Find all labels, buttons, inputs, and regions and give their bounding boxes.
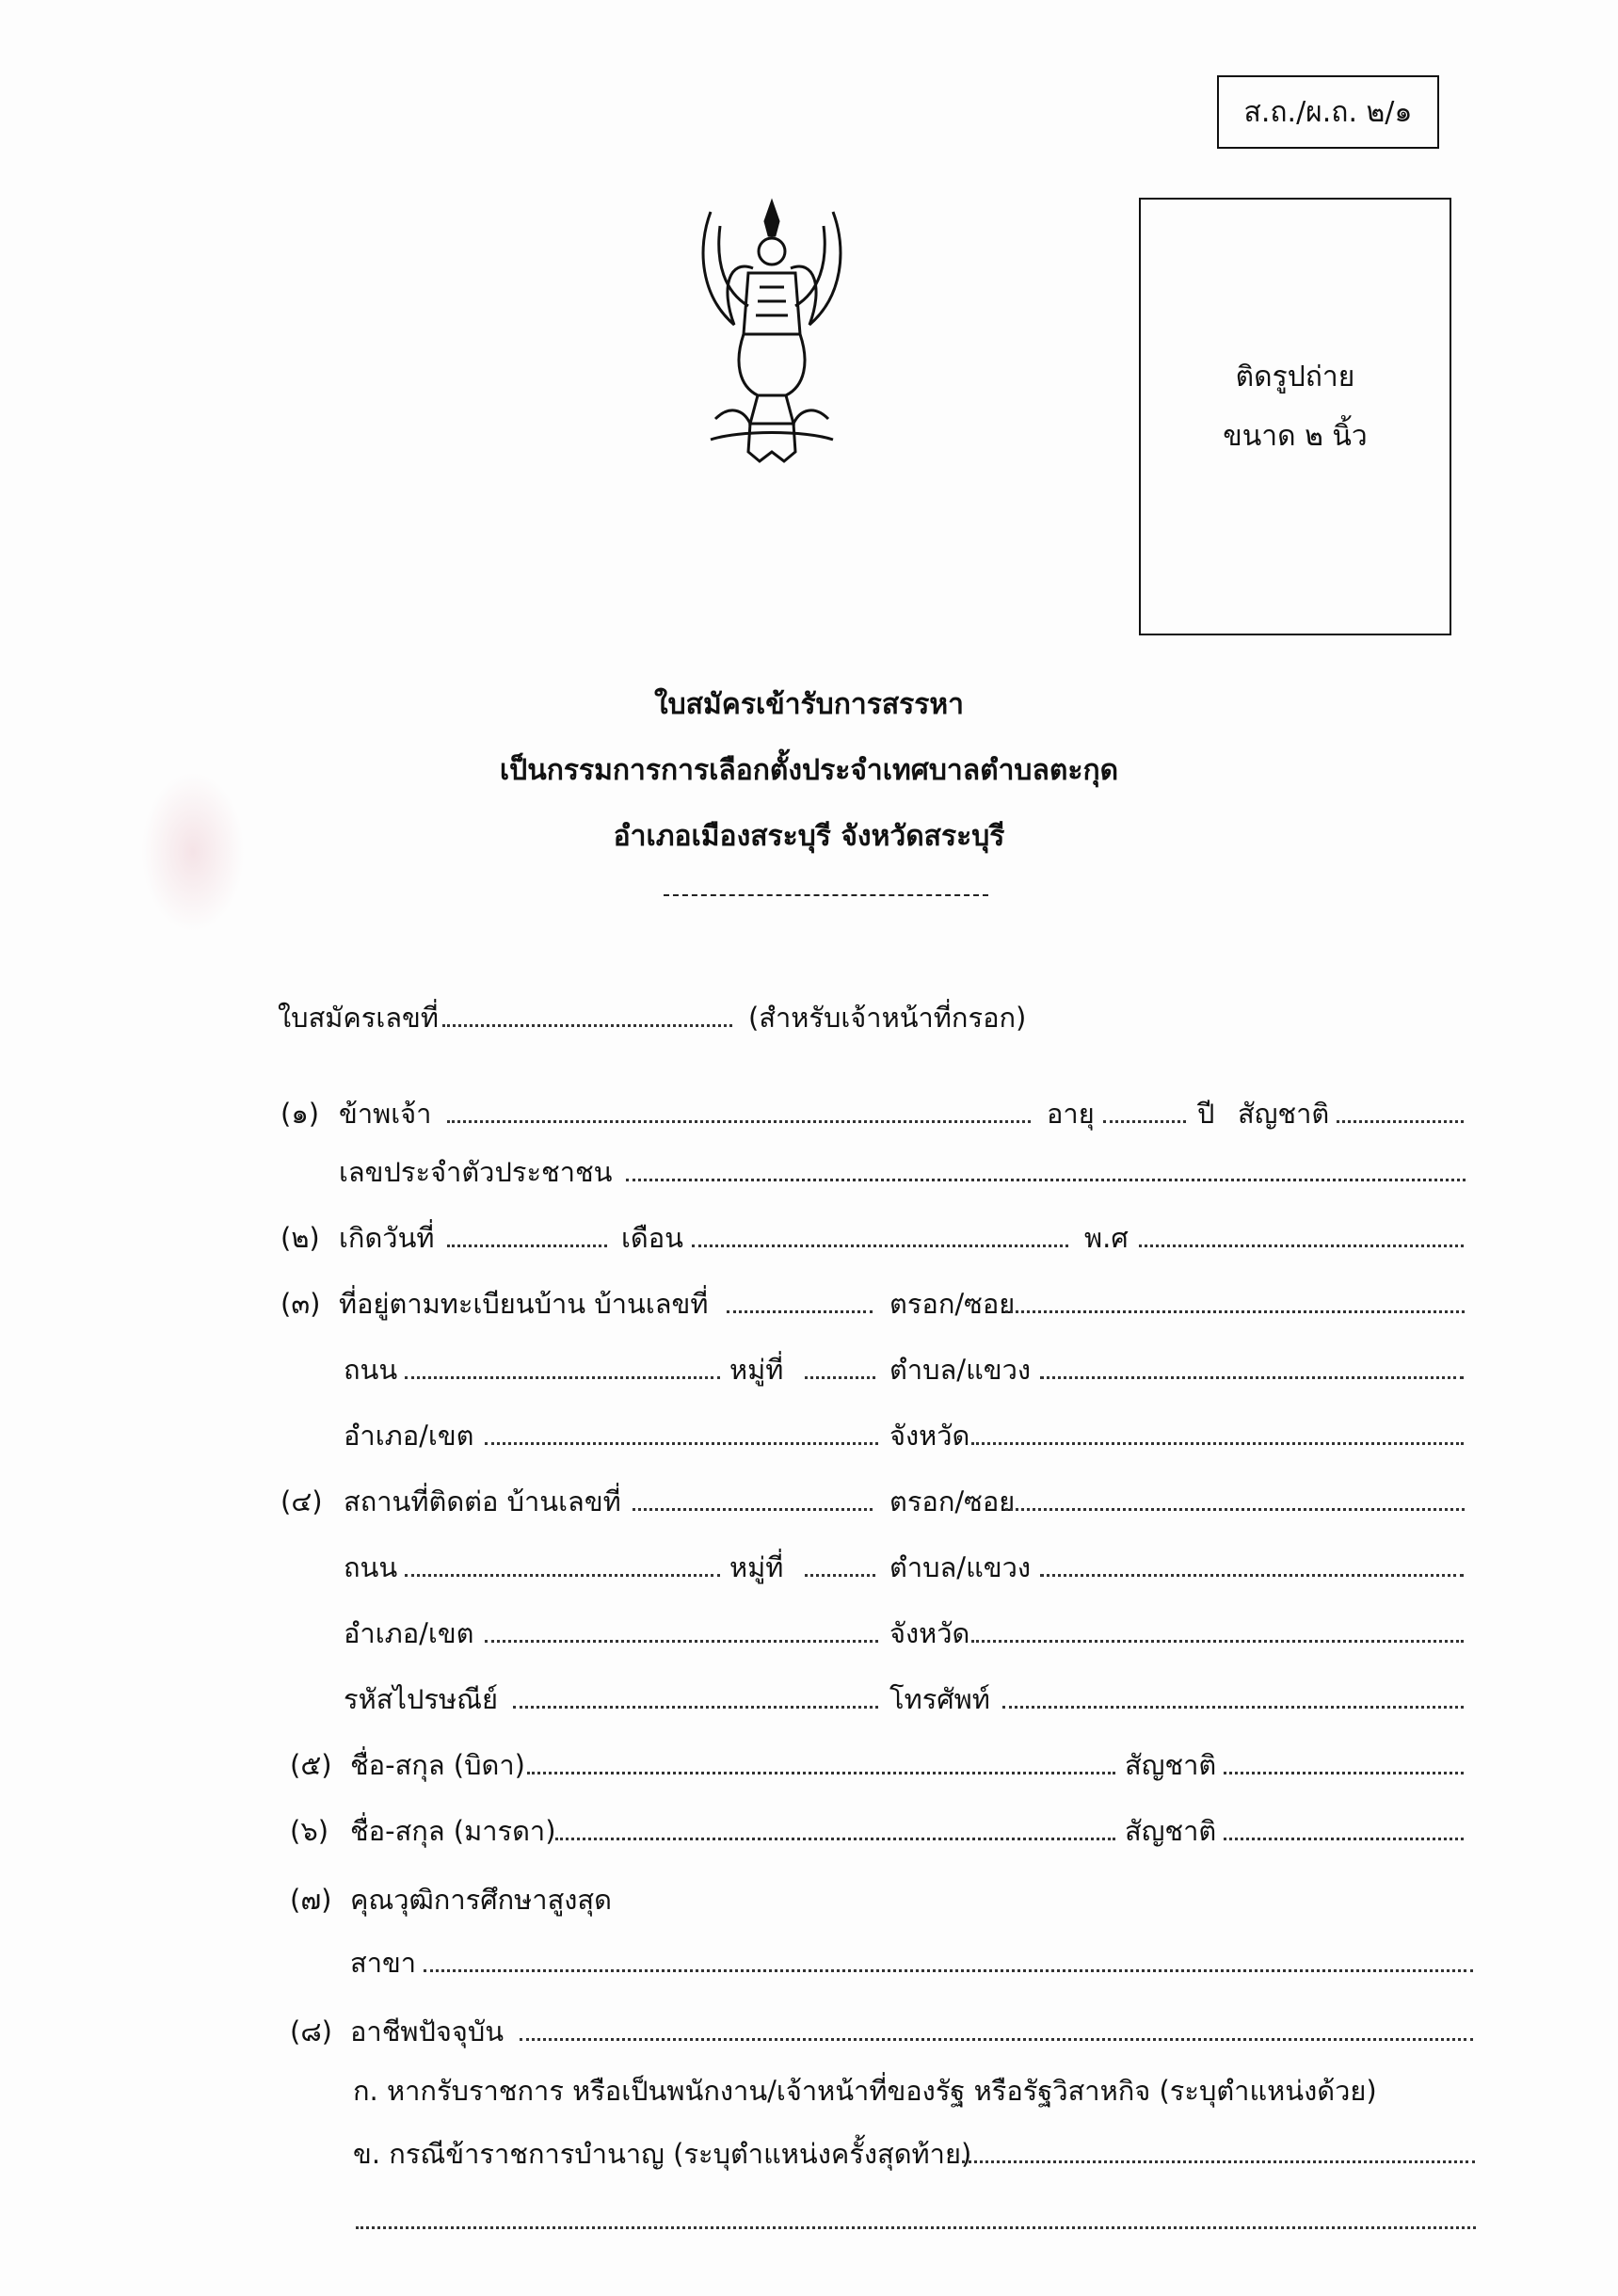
registered-moo-field[interactable] <box>805 1376 875 1379</box>
contact-moo-field[interactable] <box>805 1574 875 1577</box>
staff-only-note: (สำหรับเจ้าหน้าที่กรอก) <box>748 1002 1027 1034</box>
form-code-box <box>1217 75 1439 149</box>
item-number: (๖) <box>290 1815 329 1847</box>
year-label: ปี <box>1197 1098 1215 1130</box>
application-number-row <box>0 996 1618 1043</box>
alley-label: ตรอก/ซอย <box>889 1485 1016 1517</box>
major-row <box>0 1941 1618 1988</box>
birth-day-label: เกิดวันที่ <box>339 1222 435 1254</box>
item-1-row <box>0 1092 1618 1139</box>
occupation-b-field[interactable] <box>962 2160 1475 2163</box>
registered-house-no-field[interactable] <box>727 1310 873 1313</box>
district-label: อำเภอ/เขต <box>344 1617 474 1649</box>
garuda-emblem-icon <box>692 193 852 466</box>
mother-label: ชื่อ-สกุล (มารดา) <box>350 1815 556 1847</box>
id-card-field[interactable] <box>626 1179 1466 1181</box>
contact-road-field[interactable] <box>405 1574 720 1577</box>
item-6-row <box>0 1809 1618 1856</box>
occupation-b-label: ข. กรณีข้าราชการบำนาญ (ระบุตำแหน่งครั้งสุดท้าย) <box>353 2138 972 2170</box>
major-field[interactable] <box>424 1969 1473 1972</box>
registered-subdistrict-field[interactable] <box>1040 1376 1464 1379</box>
age-field[interactable] <box>1103 1120 1186 1123</box>
item-number: (๘) <box>290 2015 333 2047</box>
registered-alley-field[interactable] <box>1005 1310 1465 1313</box>
name-field[interactable] <box>447 1120 1031 1123</box>
province-label: จังหวัด <box>889 1420 970 1452</box>
photo-placeholder-box <box>1139 198 1451 635</box>
item-number: (๓) <box>280 1288 321 1320</box>
item-8-row <box>0 2010 1618 2057</box>
road-label: ถนน <box>344 1551 398 1583</box>
registered-address-label: ที่อยู่ตามทะเบียนบ้าน บ้านเลขที่ <box>339 1288 709 1320</box>
name-label: ข้าพเจ้า <box>339 1098 432 1130</box>
occupation-label: อาชีพปัจจุบัน <box>350 2015 505 2047</box>
postcode-field[interactable] <box>513 1706 878 1709</box>
birth-year-field[interactable] <box>1139 1244 1464 1247</box>
title-line-3: อำเภอเมืองสระบุรี จังหวัดสระบุรี <box>613 820 1005 853</box>
district-label: อำเภอ/เขต <box>344 1420 474 1452</box>
father-name-field[interactable] <box>527 1772 1115 1774</box>
phone-field[interactable] <box>1002 1706 1464 1709</box>
contact-subdistrict-field[interactable] <box>1040 1574 1464 1577</box>
occupation-a-row <box>0 2069 1618 2116</box>
subdistrict-label: ตำบล/แขวง <box>889 1354 1032 1386</box>
item-number: (๑) <box>280 1098 320 1130</box>
contact-house-no-field[interactable] <box>633 1508 873 1511</box>
application-number-field[interactable] <box>442 1024 732 1027</box>
postcode-row <box>0 1678 1618 1725</box>
registered-road-row <box>0 1348 1618 1395</box>
be-year-label: พ.ศ <box>1084 1222 1129 1254</box>
contact-district-row <box>0 1612 1618 1659</box>
nationality-label: สัญชาติ <box>1238 1098 1330 1130</box>
item-2-row <box>0 1216 1618 1263</box>
item-number: (๒) <box>280 1222 320 1254</box>
road-label: ถนน <box>344 1354 398 1386</box>
registered-province-field[interactable] <box>971 1442 1464 1445</box>
id-card-row <box>0 1150 1618 1197</box>
id-card-label: เลขประจำตัวประชาชน <box>339 1156 613 1188</box>
mother-name-field[interactable] <box>555 1838 1115 1840</box>
alley-label: ตรอก/ซอย <box>889 1288 1016 1320</box>
nationality-label: สัญชาติ <box>1125 1749 1217 1781</box>
nationality-field[interactable] <box>1337 1120 1464 1123</box>
phone-label: โทรศัพท์ <box>889 1683 990 1715</box>
nationality-label: สัญชาติ <box>1125 1815 1217 1847</box>
occupation-b-row <box>0 2132 1618 2179</box>
age-label: อายุ <box>1047 1098 1095 1130</box>
birth-day-field[interactable] <box>447 1244 607 1247</box>
contact-address-label: สถานที่ติดต่อ บ้านเลขที่ <box>344 1485 621 1517</box>
item-4-row <box>0 1480 1618 1527</box>
form-code: ส.ถ./ผ.ถ. ๒/๑ <box>1243 95 1413 129</box>
item-number: (๕) <box>290 1749 332 1781</box>
item-number: (๔) <box>280 1485 323 1517</box>
application-number-label: ใบสมัครเลขที่ <box>278 1002 439 1034</box>
father-nationality-field[interactable] <box>1224 1772 1464 1774</box>
item-5-row <box>0 1743 1618 1790</box>
subdistrict-label: ตำบล/แขวง <box>889 1551 1032 1583</box>
birth-month-field[interactable] <box>692 1244 1068 1247</box>
photo-label: ติดรูปถ่าย <box>1235 361 1355 393</box>
occupation-field[interactable] <box>520 2038 1473 2041</box>
major-label: สาขา <box>350 1947 417 1979</box>
postcode-label: รหัสไปรษณีย์ <box>344 1683 498 1715</box>
photo-size-label: ขนาด ๒ นิ้ว <box>1223 420 1368 453</box>
contact-district-field[interactable] <box>485 1640 878 1643</box>
education-label: คุณวุฒิการศึกษาสูงสุด <box>350 1884 612 1916</box>
contact-province-field[interactable] <box>971 1640 1464 1643</box>
father-label: ชื่อ-สกุล (บิดา) <box>350 1749 525 1781</box>
title-line-1: ใบสมัครเข้ารับการสรรหา <box>653 688 964 721</box>
registered-road-field[interactable] <box>405 1376 720 1379</box>
month-label: เดือน <box>621 1222 683 1254</box>
occupation-extra-row <box>0 2198 1618 2245</box>
mother-nationality-field[interactable] <box>1224 1838 1464 1840</box>
province-label: จังหวัด <box>889 1617 970 1649</box>
contact-road-row <box>0 1546 1618 1593</box>
title-divider <box>664 894 988 896</box>
moo-label: หมู่ที่ <box>729 1354 784 1386</box>
item-7-row <box>0 1878 1618 1925</box>
item-number: (๗) <box>290 1884 332 1916</box>
item-3-row <box>0 1282 1618 1329</box>
occupation-a-label: ก. หากรับราชการ หรือเป็นพนักงาน/เจ้าหน้าที่ของรัฐ หรือรัฐวิสาหกิจ (ระบุตำแหน่งด้วย) <box>353 2075 1377 2107</box>
title-line-2: เป็นกรรมการการเลือกตั้งประจำเทศบาลตำบลตะกุด <box>499 754 1119 787</box>
registered-district-row <box>0 1414 1618 1461</box>
occupation-extra-field[interactable] <box>356 2226 1476 2229</box>
registered-district-field[interactable] <box>485 1442 878 1445</box>
moo-label: หมู่ที่ <box>729 1551 784 1583</box>
contact-alley-field[interactable] <box>1005 1508 1465 1511</box>
